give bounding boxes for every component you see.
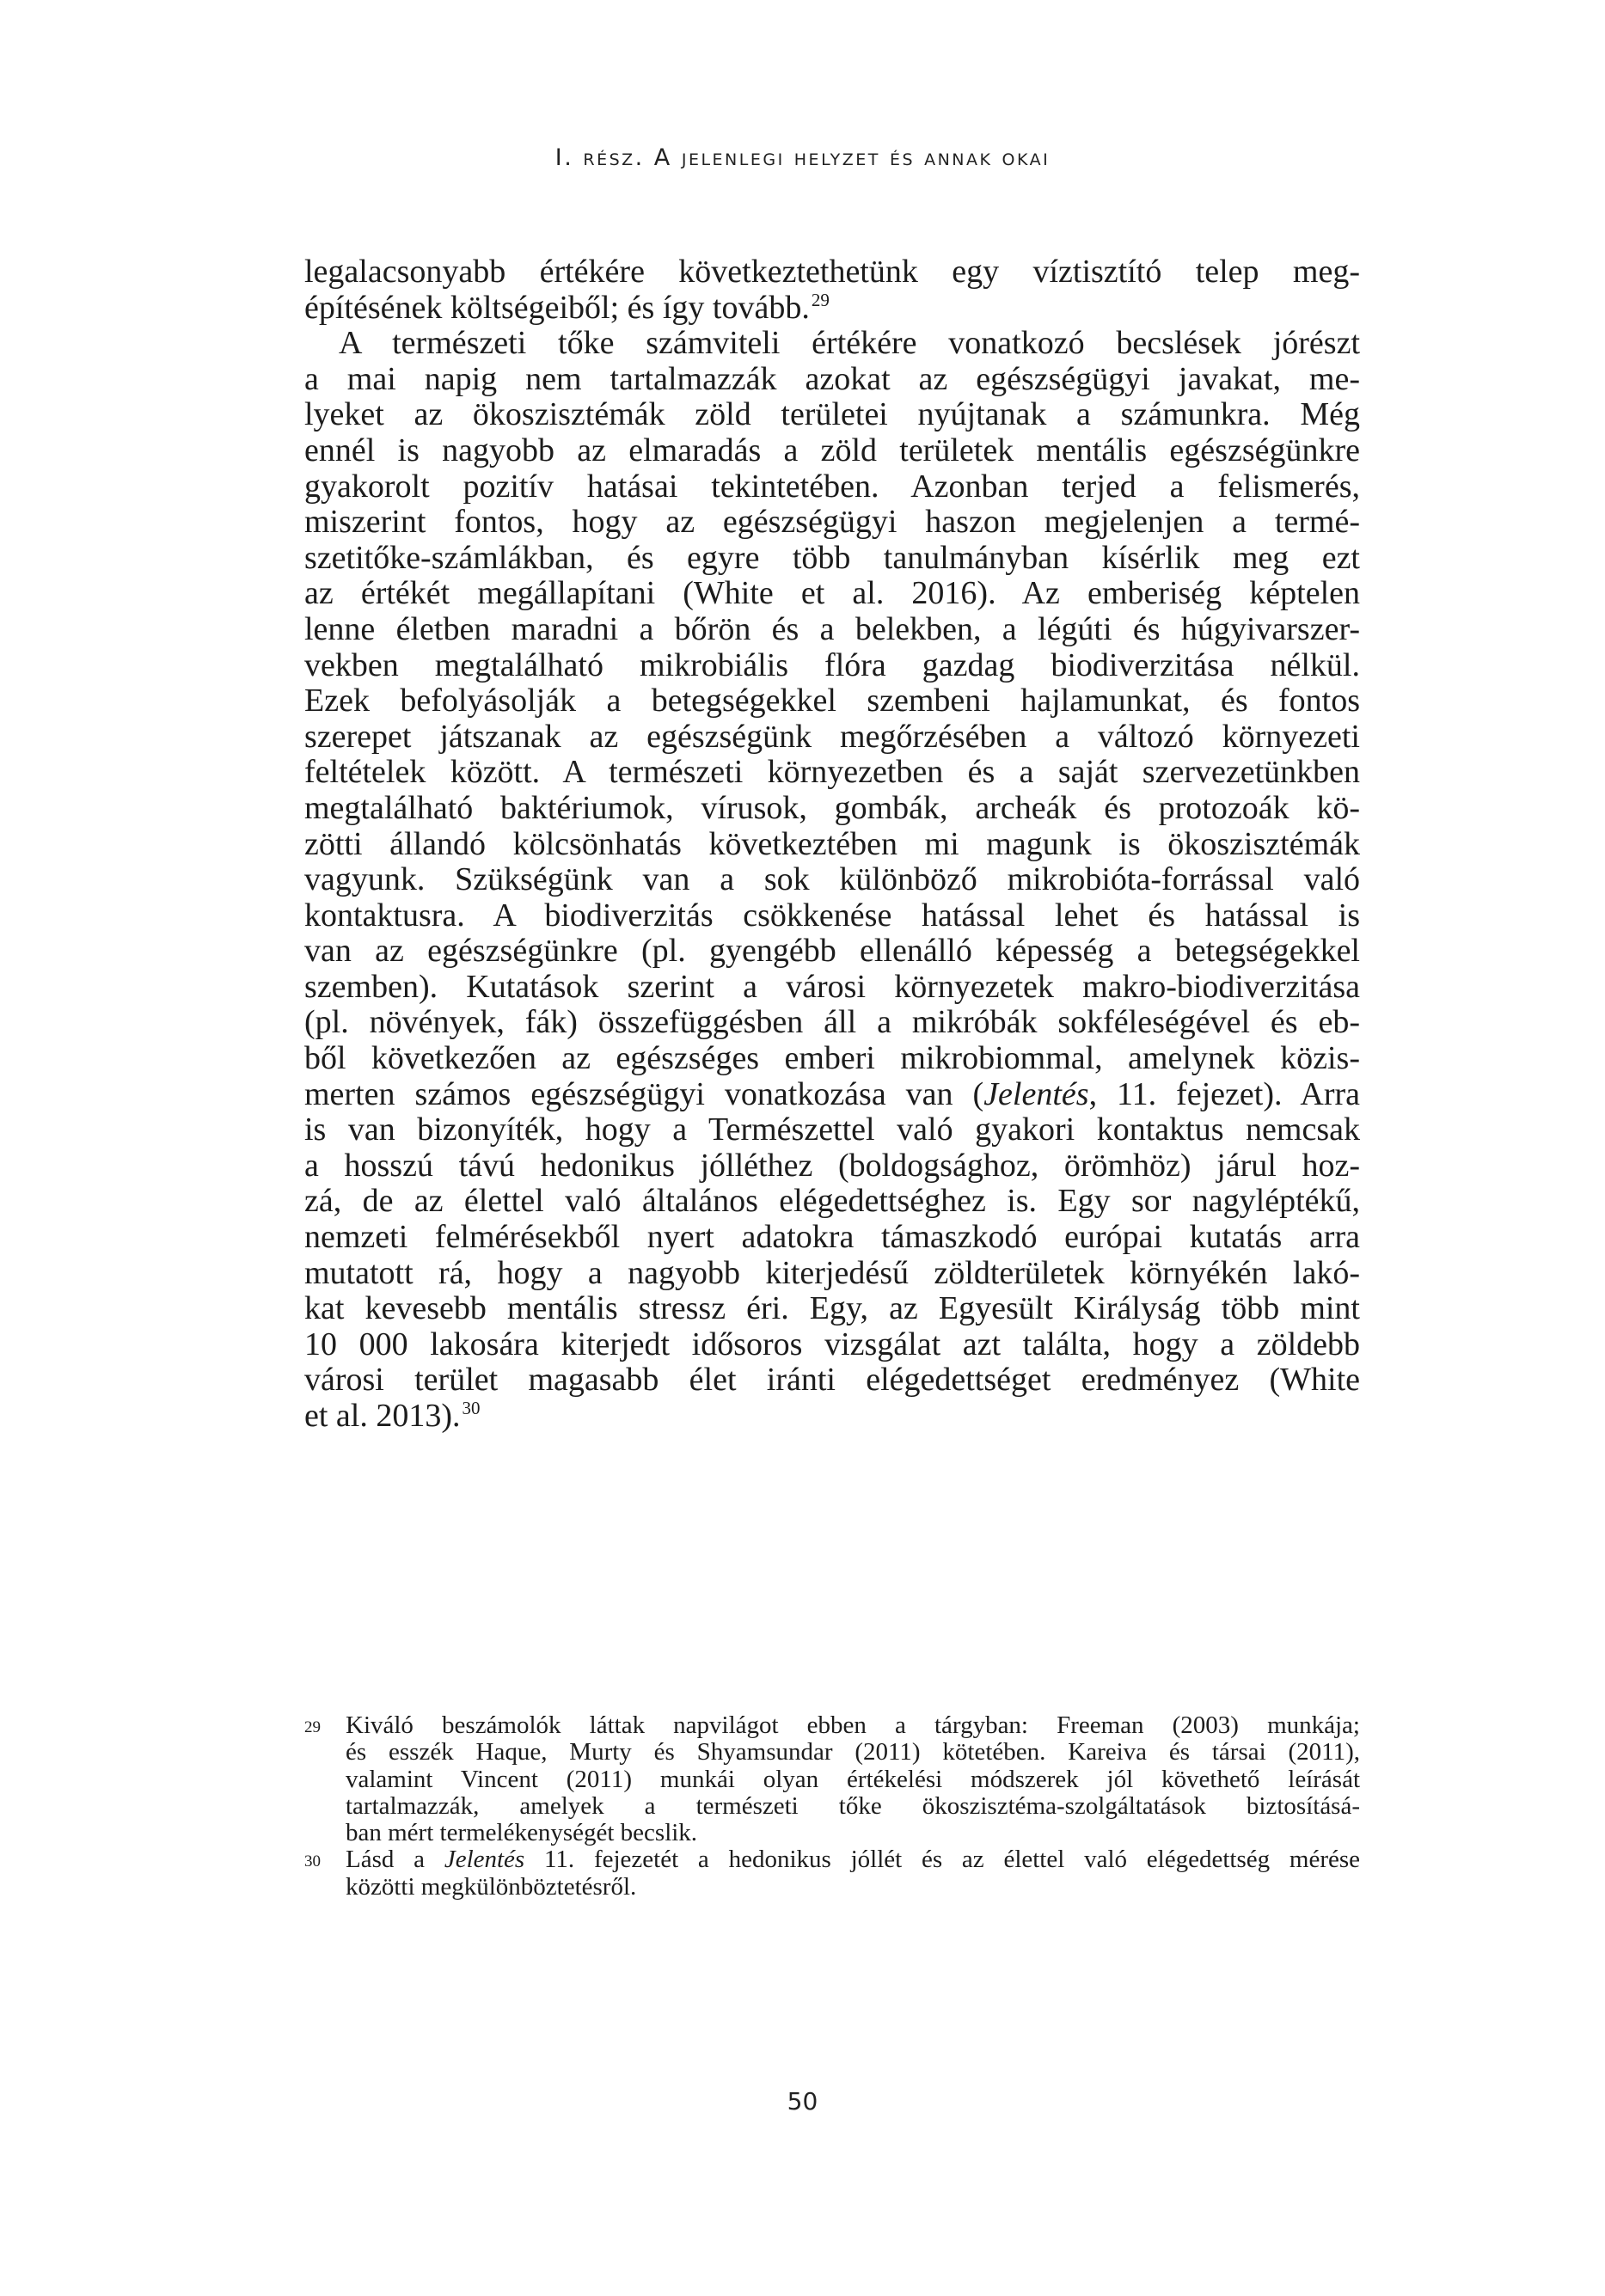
- text-line: kontaktusra. A biodiverzitás csökkenése hatással lehet és hatással is: [304, 897, 1360, 934]
- text-line: miszerint fontos, hogy az egészségügyi haszon megjelenjen a termé-: [304, 504, 1360, 541]
- footnote-line: ban mért termelékenységét becslik.: [346, 1819, 698, 1847]
- text-line: városi terület magasabb élet iránti elégedettséget eredményez (White: [304, 1362, 1360, 1399]
- text-line: építésének költségeiből; és így tovább.$^{29}$: [304, 289, 830, 326]
- footnote-29: [304, 1712, 1360, 1846]
- paragraph-start-line: A természeti tőke számviteli értékére vonatkozó becslések jórészt: [339, 325, 1360, 362]
- footnotes: [304, 1712, 1360, 1901]
- text-line: gyakorolt pozitív hatásai tekintetében. Azonban terjed a felismerés,: [304, 468, 1360, 505]
- text-line: szetitőke-számlákban, és egyre több tanulmányban kísérlik meg ezt: [304, 539, 1360, 576]
- text-line: is van bizonyíték, hogy a Természettel való gyakori kontaktus nemcsak: [304, 1111, 1360, 1148]
- main-text: [304, 254, 1360, 1435]
- text-line: 10 000 lakosára kiterjedt idősoros vizsgálat azt találta, hogy a zöldebb: [304, 1326, 1360, 1362]
- text-line: ennél is nagyobb az elmaradás a zöld területek mentális egészségünkre: [304, 432, 1360, 468]
- footnote-line: valamint Vincent (2011) munkái olyan értékelési módszerek jól követhető leírását: [346, 1765, 1360, 1793]
- footnote-line: Kiváló beszámolók láttak napvilágot ebben a tárgyban: Freeman (2003) munkája;: [346, 1711, 1360, 1739]
- footnote-number: 30: [304, 1852, 321, 1871]
- text-line: szerepet játszanak az egészségünk megőrzésében a változó környezeti: [304, 718, 1360, 755]
- text-line: van az egészségünkre (pl. gyengébb ellenálló képesség a betegségekkel: [304, 933, 1360, 970]
- italic-title-jelentes: Jelentés: [444, 1846, 525, 1874]
- running-head: I. rész. A jelenlegi helyzet és annak okai: [554, 144, 1051, 171]
- footnote-line: és esszék Haque, Murty és Shyamsundar (2011) kötetében. Kareiva és társai (2011),: [346, 1738, 1360, 1766]
- footnote-line: tartalmazzák, amelyek a természeti tőke ökoszisztéma-szolgáltatások biztosításá-: [346, 1791, 1360, 1820]
- text-line: legalacsonyabb értékére következtethetünk egy víztisztító telep meg-: [304, 254, 1360, 290]
- text-line: szemben). Kutatások szerint a városi környezetek makro-biodiverzitása: [304, 968, 1360, 1005]
- footnote-reference-30[interactable]: 30: [462, 1398, 481, 1418]
- text-line: vagyunk. Szükségünk van a sok különböző mikrobióta-forrással való: [304, 861, 1360, 898]
- footnote-line: közötti megkülönböztetésről.: [346, 1872, 637, 1901]
- text-line: nemzeti felmérésekből nyert adatokra támaszkodó európai kutatás arra: [304, 1219, 1360, 1256]
- footnote-line: Lásd a Jelentés 11. fejezetét a hedonikus jóllét és az élettel való elégedettség mérése: [346, 1846, 1361, 1874]
- text-line: lenne életben maradni a bőrön és a belekben, a légúti és húgyivarszer-: [304, 610, 1360, 647]
- text-line: a hosszú távú hedonikus jólléthez (boldogsághoz, örömhöz) járul hoz-: [304, 1147, 1360, 1184]
- text-line: lyeket az ökoszisztémák zöld területei nyújtanak a számunkra. Még: [304, 396, 1360, 433]
- text-line: az értékét megállapítani (White et al. 2016). Az emberiség képtelen: [304, 575, 1360, 612]
- footnote-number: 29: [304, 1718, 321, 1736]
- text-line: zötti állandó kölcsönhatás következtében mi magunk is ökoszisztémák: [304, 825, 1360, 862]
- text-line: feltételek között. A természeti környezetben és a saját szervezetünkben: [304, 754, 1360, 791]
- page-number: 50: [787, 2087, 818, 2115]
- text-line: vekben megtalálható mikrobiális flóra gazdag biodiverzitása nélkül.: [304, 646, 1360, 683]
- text-line: a mai napig nem tartalmazzák azokat az egészségügyi javakat, me-: [304, 360, 1360, 397]
- text-line: merten számos egészségügyi vonatkozása van (Jelentés, 11. fejezet). Arra: [304, 1075, 1360, 1112]
- text-line: et al. 2013).$^{30}$: [304, 1398, 481, 1434]
- text-line: zá, de az élettel való általános elégedettséghez is. Egy sor nagyléptékű,: [304, 1183, 1360, 1220]
- text-line: mutatott rá, hogy a nagyobb kiterjedésű zöldterületek környékén lakó-: [304, 1254, 1360, 1291]
- text-line: ből következően az egészséges emberi mikrobiommal, amelynek közis-: [304, 1040, 1360, 1077]
- italic-title-jelentes: Jelentés: [983, 1075, 1089, 1112]
- text-line: (pl. növények, fák) összefüggésben áll a mikróbák sokféleségével és eb-: [304, 1004, 1360, 1041]
- text-line: Ezek befolyásolják a betegségekkel szembeni hajlamunkat, és fontos: [304, 683, 1360, 719]
- text-line: kat kevesebb mentális stressz éri. Egy, az Egyesült Királyság több mint: [304, 1290, 1360, 1327]
- footnote-reference-29[interactable]: 29: [811, 289, 830, 310]
- text-line: megtalálható baktériumok, vírusok, gombák, archeák és protozoák kö-: [304, 789, 1360, 826]
- footnote-30: [304, 1846, 1360, 1901]
